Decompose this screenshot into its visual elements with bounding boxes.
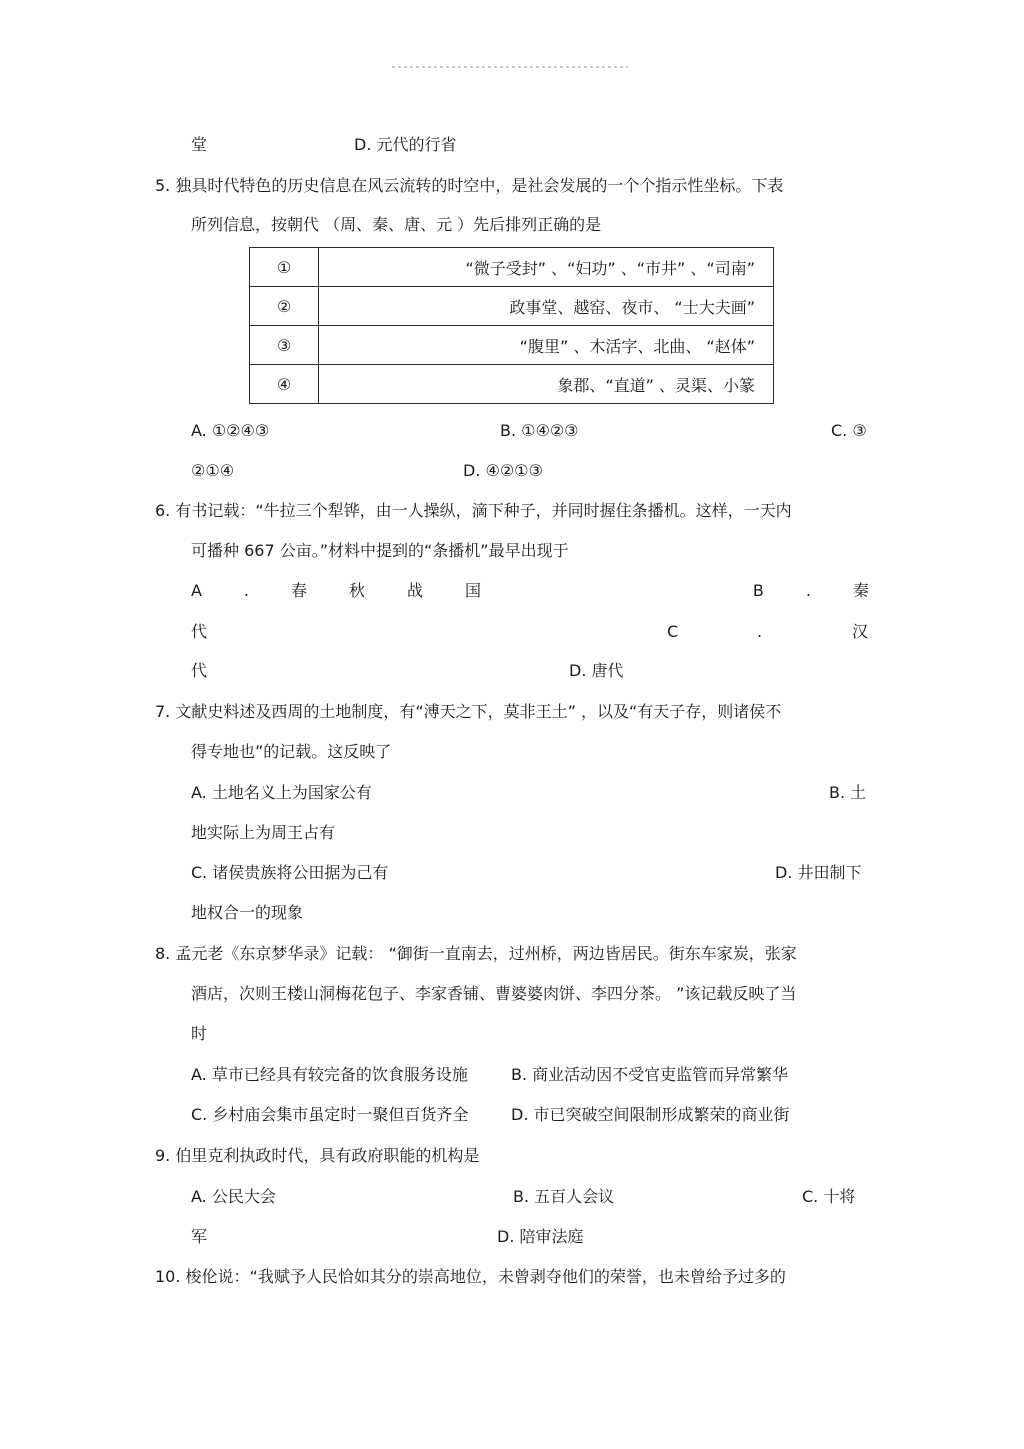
q6-token: B (752, 581, 764, 600)
q6-option-c-continuation: 代 (191, 661, 208, 680)
q9-option-a: A. 公民大会 (191, 1187, 276, 1206)
row-content: “微子受封” 、“妇功” 、“市井” 、“司南” (319, 248, 774, 287)
row-number: ① (250, 248, 319, 287)
q5-stem-line2: 所列信息，按朝代 （周、秦、唐、元 ）先后排列正确的是 (191, 215, 602, 234)
q5-option-c: C. ③ (831, 421, 867, 440)
q7-stem-line2: 得专地也”的记载。这反映了 (191, 742, 392, 761)
q6-token: 秋 (348, 581, 365, 600)
q6-token: . (805, 581, 811, 600)
row-content: “腹里” 、木活字、北曲、 “赵体” (319, 326, 774, 365)
row-content: 政事堂、越窑、夜市、 “士大夫画” (319, 287, 774, 326)
q6-token: A (191, 581, 202, 600)
q6-token: 春 (290, 581, 307, 600)
q7-option-b: B. 土 (829, 783, 867, 802)
q7-option-a: A. 土地名义上为国家公有 (191, 783, 372, 802)
q7-option-b-continuation: 地实际上为周王占有 (191, 823, 336, 842)
q6-token: 汉 (852, 622, 869, 641)
q5-option-c-continuation: ②①④ (191, 461, 235, 480)
q10-stem-line1: 10. 梭伦说：“我赋予人民恰如其分的崇高地位，未曾剥夺他们的荣誉，也未曾给予过多的 (155, 1267, 786, 1286)
row-number: ④ (250, 365, 319, 404)
q5-stem-line1: 5. 独具时代特色的历史信息在风云流转的时空中，是社会发展的一个个指示性坐标。下表 (155, 176, 784, 195)
q8-stem-line2: 酒店，次则王楼山洞梅花包子、李家香铺、曹婆婆肉饼、李四分茶。 ”该记载反映了当 (191, 984, 797, 1003)
row-number: ③ (250, 326, 319, 365)
q5-option-b: B. ①④②③ (500, 421, 579, 440)
q8-option-a: A. 草市已经具有较完备的饮食服务设施 (191, 1065, 468, 1084)
q5-option-d: D. ④②①③ (463, 461, 543, 480)
q4-continuation: 堂 (191, 135, 208, 154)
q9-option-c: C. 十将 (802, 1187, 856, 1206)
row-number: ② (250, 287, 319, 326)
q5-option-a: A. ①②④③ (191, 421, 270, 440)
q8-option-c: C. 乡村庙会集市虽定时一聚但百货齐全 (191, 1105, 469, 1124)
q7-option-d: D. 井田制下 (775, 863, 862, 882)
q7-option-c: C. 诸侯贵族将公田据为己有 (191, 863, 389, 882)
q6-token: 战 (406, 581, 423, 600)
q6-token: 代 (191, 622, 208, 641)
q8-stem-line3: 时 (191, 1024, 208, 1043)
table-row (250, 326, 774, 365)
q6-token: . (243, 581, 250, 600)
q8-option-d: D. 市已突破空间限制形成繁荣的商业街 (511, 1105, 790, 1124)
q6-token: C (667, 622, 679, 641)
table-row (250, 287, 774, 326)
q9-option-c-continuation: 军 (191, 1227, 208, 1246)
q8-stem-line1: 8. 孟元老《东京梦华录》记载： “御街一直南去，过州桥，两边皆居民。街东车家炭，张家 (155, 944, 797, 963)
q8-option-b: B. 商业活动因不受官吏监管而异常繁华 (511, 1065, 789, 1084)
q6-token: 秦 (852, 581, 869, 600)
row-content: 象郡、“直道” 、灵渠、小篆 (319, 365, 774, 404)
q6-option-d: D. 唐代 (569, 661, 624, 680)
q6-token: . (757, 622, 763, 641)
table-row (250, 248, 774, 287)
q7-option-d-continuation: 地权合一的现象 (191, 903, 304, 922)
q6-stem-line2: 可播种 667 公亩。”材料中提到的“条播机”最早出现于 (191, 541, 569, 560)
q4-option-d: D. 元代的行省 (354, 135, 457, 154)
q9-option-d: D. 陪审法庭 (497, 1227, 584, 1246)
header-watermark (392, 66, 628, 68)
q9-option-b: B. 五百人会议 (513, 1187, 615, 1206)
q6-options-row1 (191, 580, 869, 602)
q9-stem-line1: 9. 伯里克利执政时代，具有政府职能的机构是 (155, 1146, 480, 1165)
table-row (250, 365, 774, 404)
q6-token: 国 (464, 581, 481, 600)
q5-info-table (249, 247, 774, 404)
q7-stem-line1: 7. 文献史料述及西周的土地制度，有“溥天之下，莫非王土” ，以及“有天子存，则诸侯不 (155, 702, 782, 721)
q6-stem-line1: 6. 有书记载：“牛拉三个犁铧，由一人操纵，滴下种子，并同时握住条播机。这样，一天内 (155, 501, 792, 520)
